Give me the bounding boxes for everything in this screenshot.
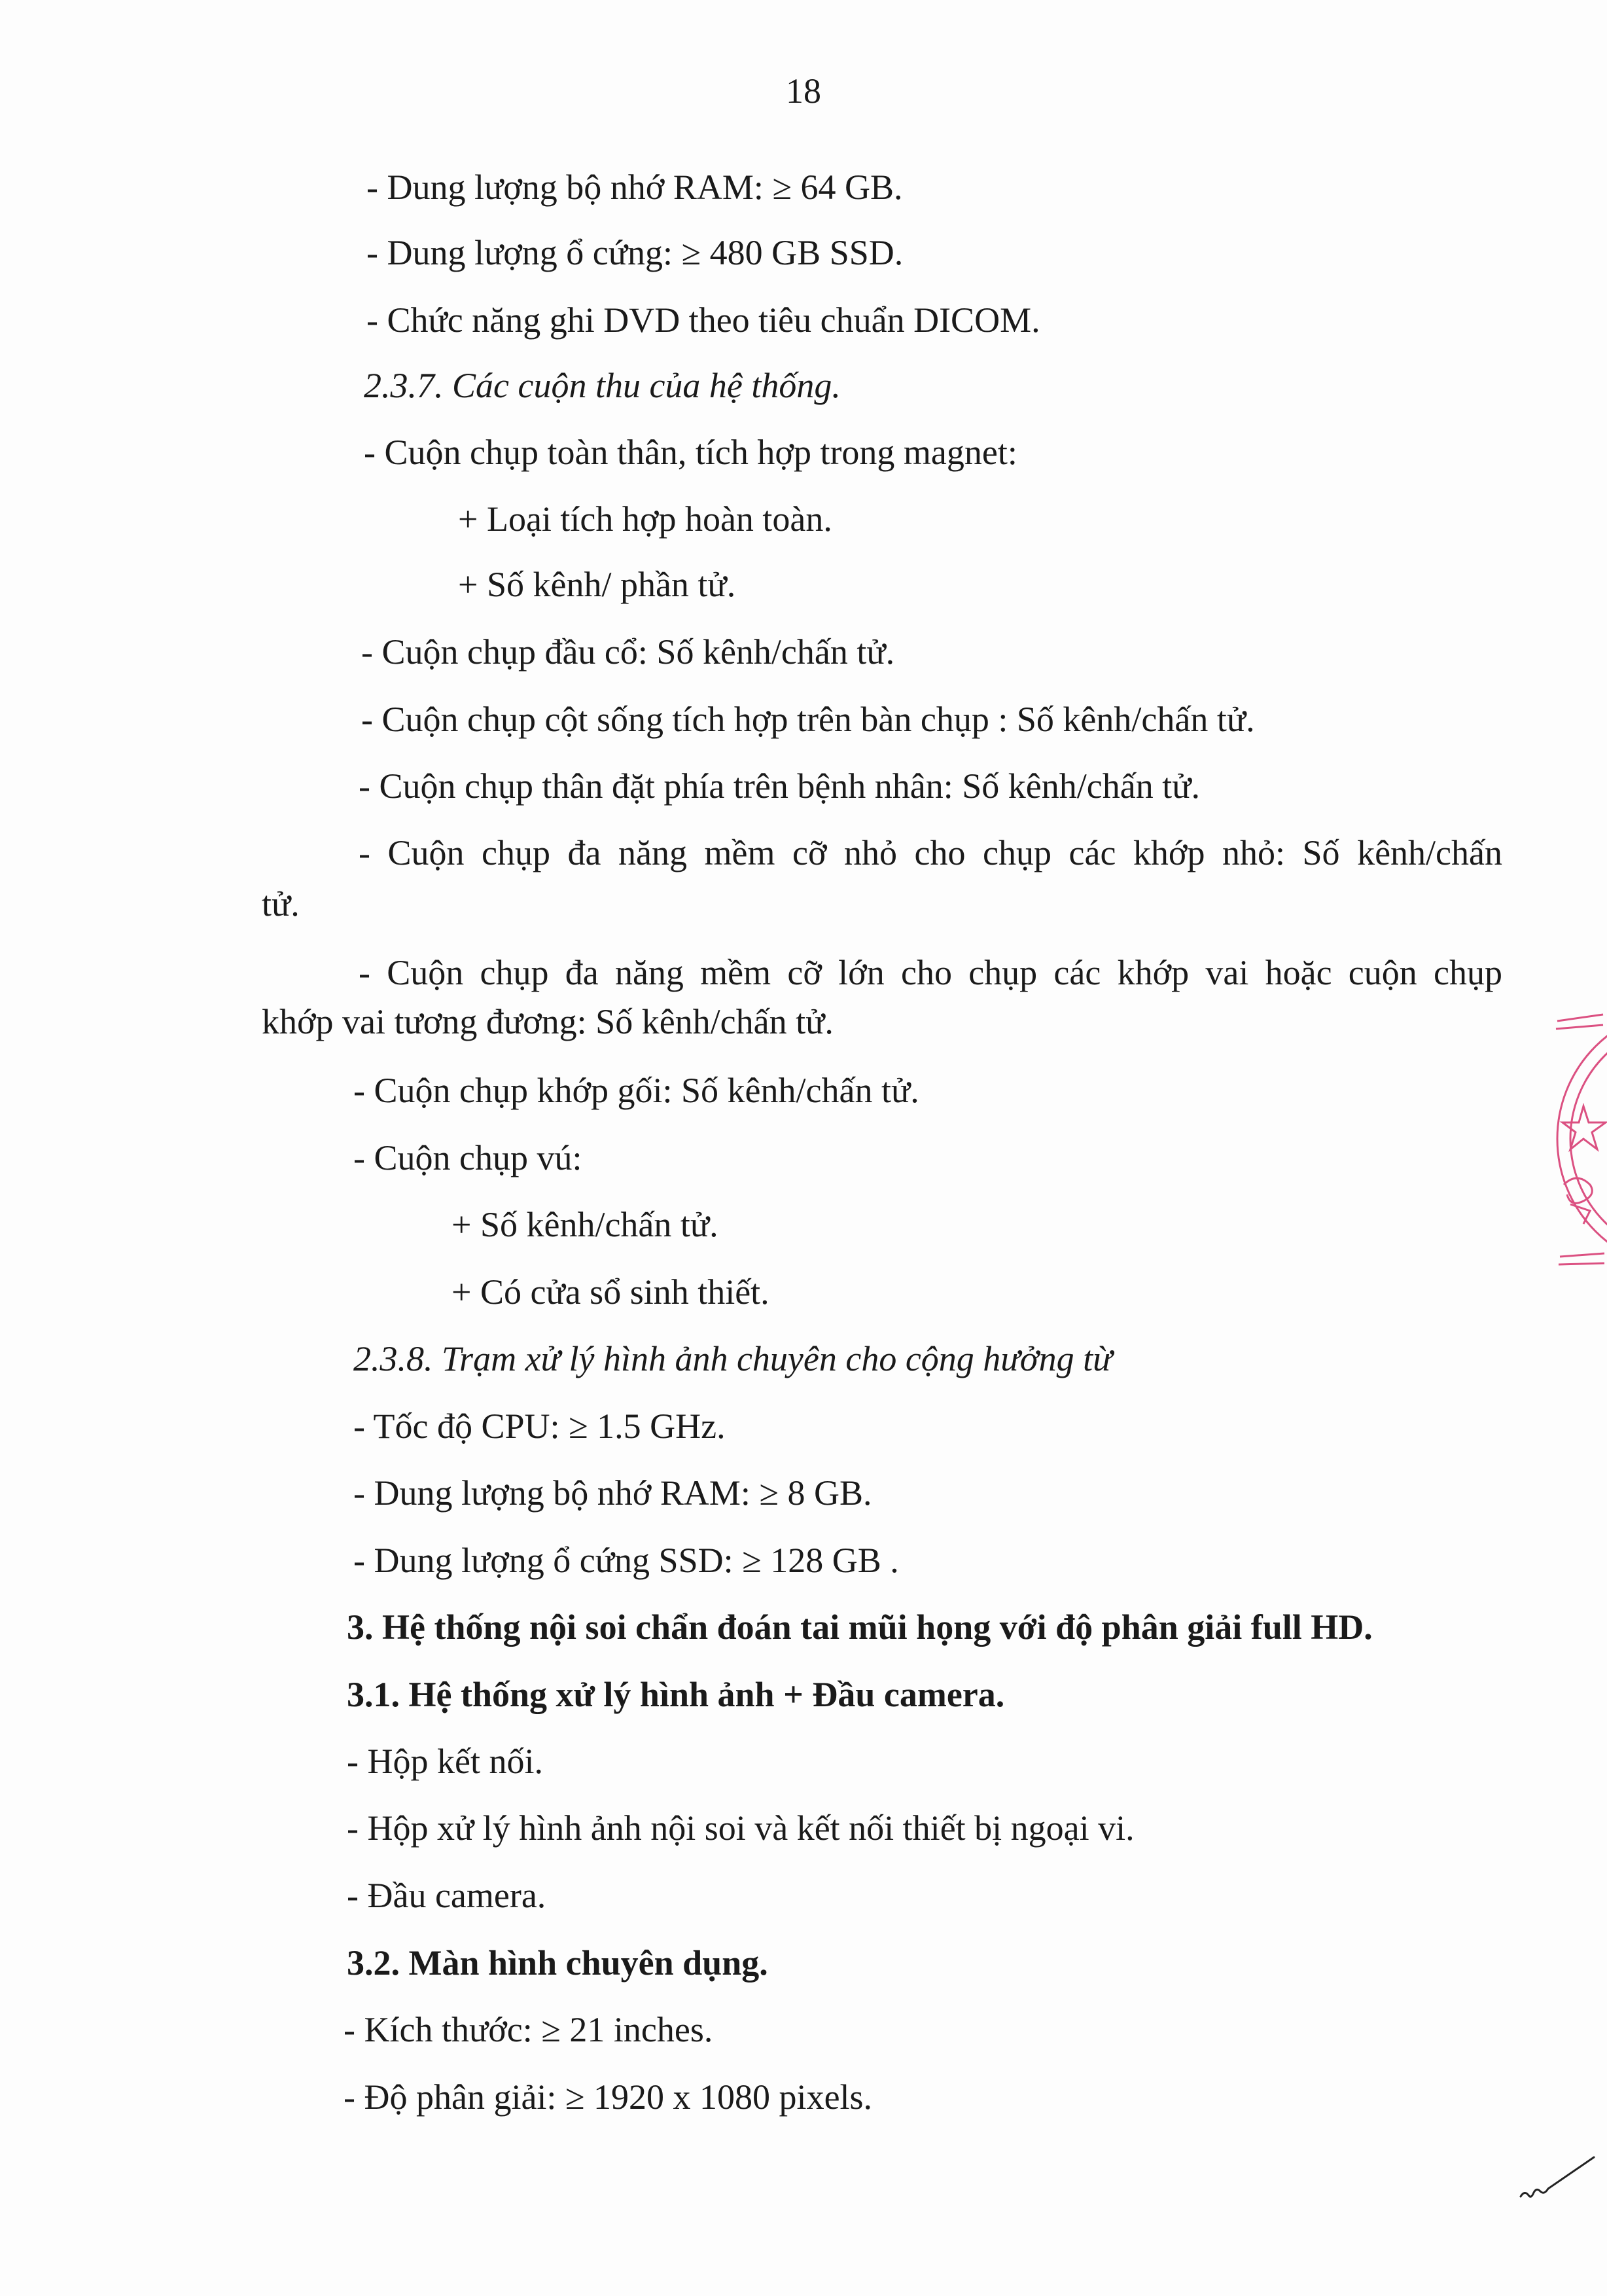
coil-spine-line: - Cuộn chụp cột sống tích hợp trên bàn chụp : Số kênh/chấn tử. [361, 700, 1255, 739]
monitor-size-line: - Kích thước: ≥ 21 inches. [344, 2010, 713, 2049]
coil-large-flex-line-cont: khớp vai tương đương: Số kênh/chấn tử. [262, 1002, 834, 1041]
section-3-heading: 3. Hệ thống nội soi chẩn đoán tai mũi họng với độ phân giải full HD. [347, 1607, 1373, 1647]
camera-head-line: - Đầu camera. [347, 1876, 546, 1915]
spec-disk-line: - Dung lượng ổ cứng: ≥ 480 GB SSD. [366, 233, 904, 272]
coil-torso-line: - Cuộn chụp thân đặt phía trên bệnh nhân: Số kênh/chấn tử. [359, 766, 1200, 806]
workstation-cpu-line: - Tốc độ CPU: ≥ 1.5 GHz. [353, 1407, 726, 1446]
coil-breast-line: - Cuộn chụp vú: [353, 1138, 582, 1177]
coil-body-line: - Cuộn chụp toàn thân, tích hợp trong magnet: [364, 433, 1017, 472]
coil-knee-line: - Cuộn chụp khớp gối: Số kênh/chấn tử. [353, 1071, 919, 1110]
image-processor-line: - Hộp xử lý hình ảnh nội soi và kết nối thiết bị ngoại vi. [347, 1808, 1135, 1848]
seal-stamp [1551, 995, 1607, 1283]
section-3-2-heading: 3.2. Màn hình chuyên dụng. [347, 1943, 768, 1982]
page-number: 18 [786, 71, 821, 111]
spec-dvd-line: - Chức năng ghi DVD theo tiêu chuẩn DICOM. [366, 300, 1040, 340]
coil-breast-sub1: + Số kênh/chấn tử. [451, 1205, 718, 1244]
coil-small-flex-line-cont: tử. [262, 884, 300, 924]
coil-small-flex-line: - Cuộn chụp đa năng mềm cỡ nhỏ cho chụp các khớp nhỏ: Số kênh/chấn [359, 833, 1502, 872]
spec-ram-line: - Dung lượng bộ nhớ RAM: ≥ 64 GB. [366, 168, 903, 207]
workstation-ssd-line: - Dung lượng ổ cứng SSD: ≥ 128 GB . [353, 1541, 899, 1580]
signature-mark [1518, 2153, 1597, 2206]
coil-breast-sub2: + Có cửa sổ sinh thiết. [451, 1272, 769, 1312]
section-2-3-8-heading: 2.3.8. Trạm xử lý hình ảnh chuyên cho cộng hưởng từ [353, 1339, 1112, 1378]
coil-body-sub2: + Số kênh/ phần tử. [458, 565, 736, 604]
section-2-3-7-heading: 2.3.7. Các cuộn thu của hệ thống. [364, 366, 841, 405]
monitor-resolution-line: - Độ phân giải: ≥ 1920 x 1080 pixels. [344, 2077, 873, 2117]
coil-large-flex-line: - Cuộn chụp đa năng mềm cỡ lớn cho chụp các khớp vai hoặc cuộn chụp [359, 953, 1502, 992]
coil-head-neck-line: - Cuộn chụp đầu cổ: Số kênh/chấn tử. [361, 632, 895, 672]
coil-body-sub1: + Loại tích hợp hoàn toàn. [458, 499, 832, 539]
section-3-1-heading: 3.1. Hệ thống xử lý hình ảnh + Đầu camera. [347, 1675, 1005, 1714]
workstation-ram-line: - Dung lượng bộ nhớ RAM: ≥ 8 GB. [353, 1473, 872, 1513]
connection-box-line: - Hộp kết nối. [347, 1742, 543, 1781]
